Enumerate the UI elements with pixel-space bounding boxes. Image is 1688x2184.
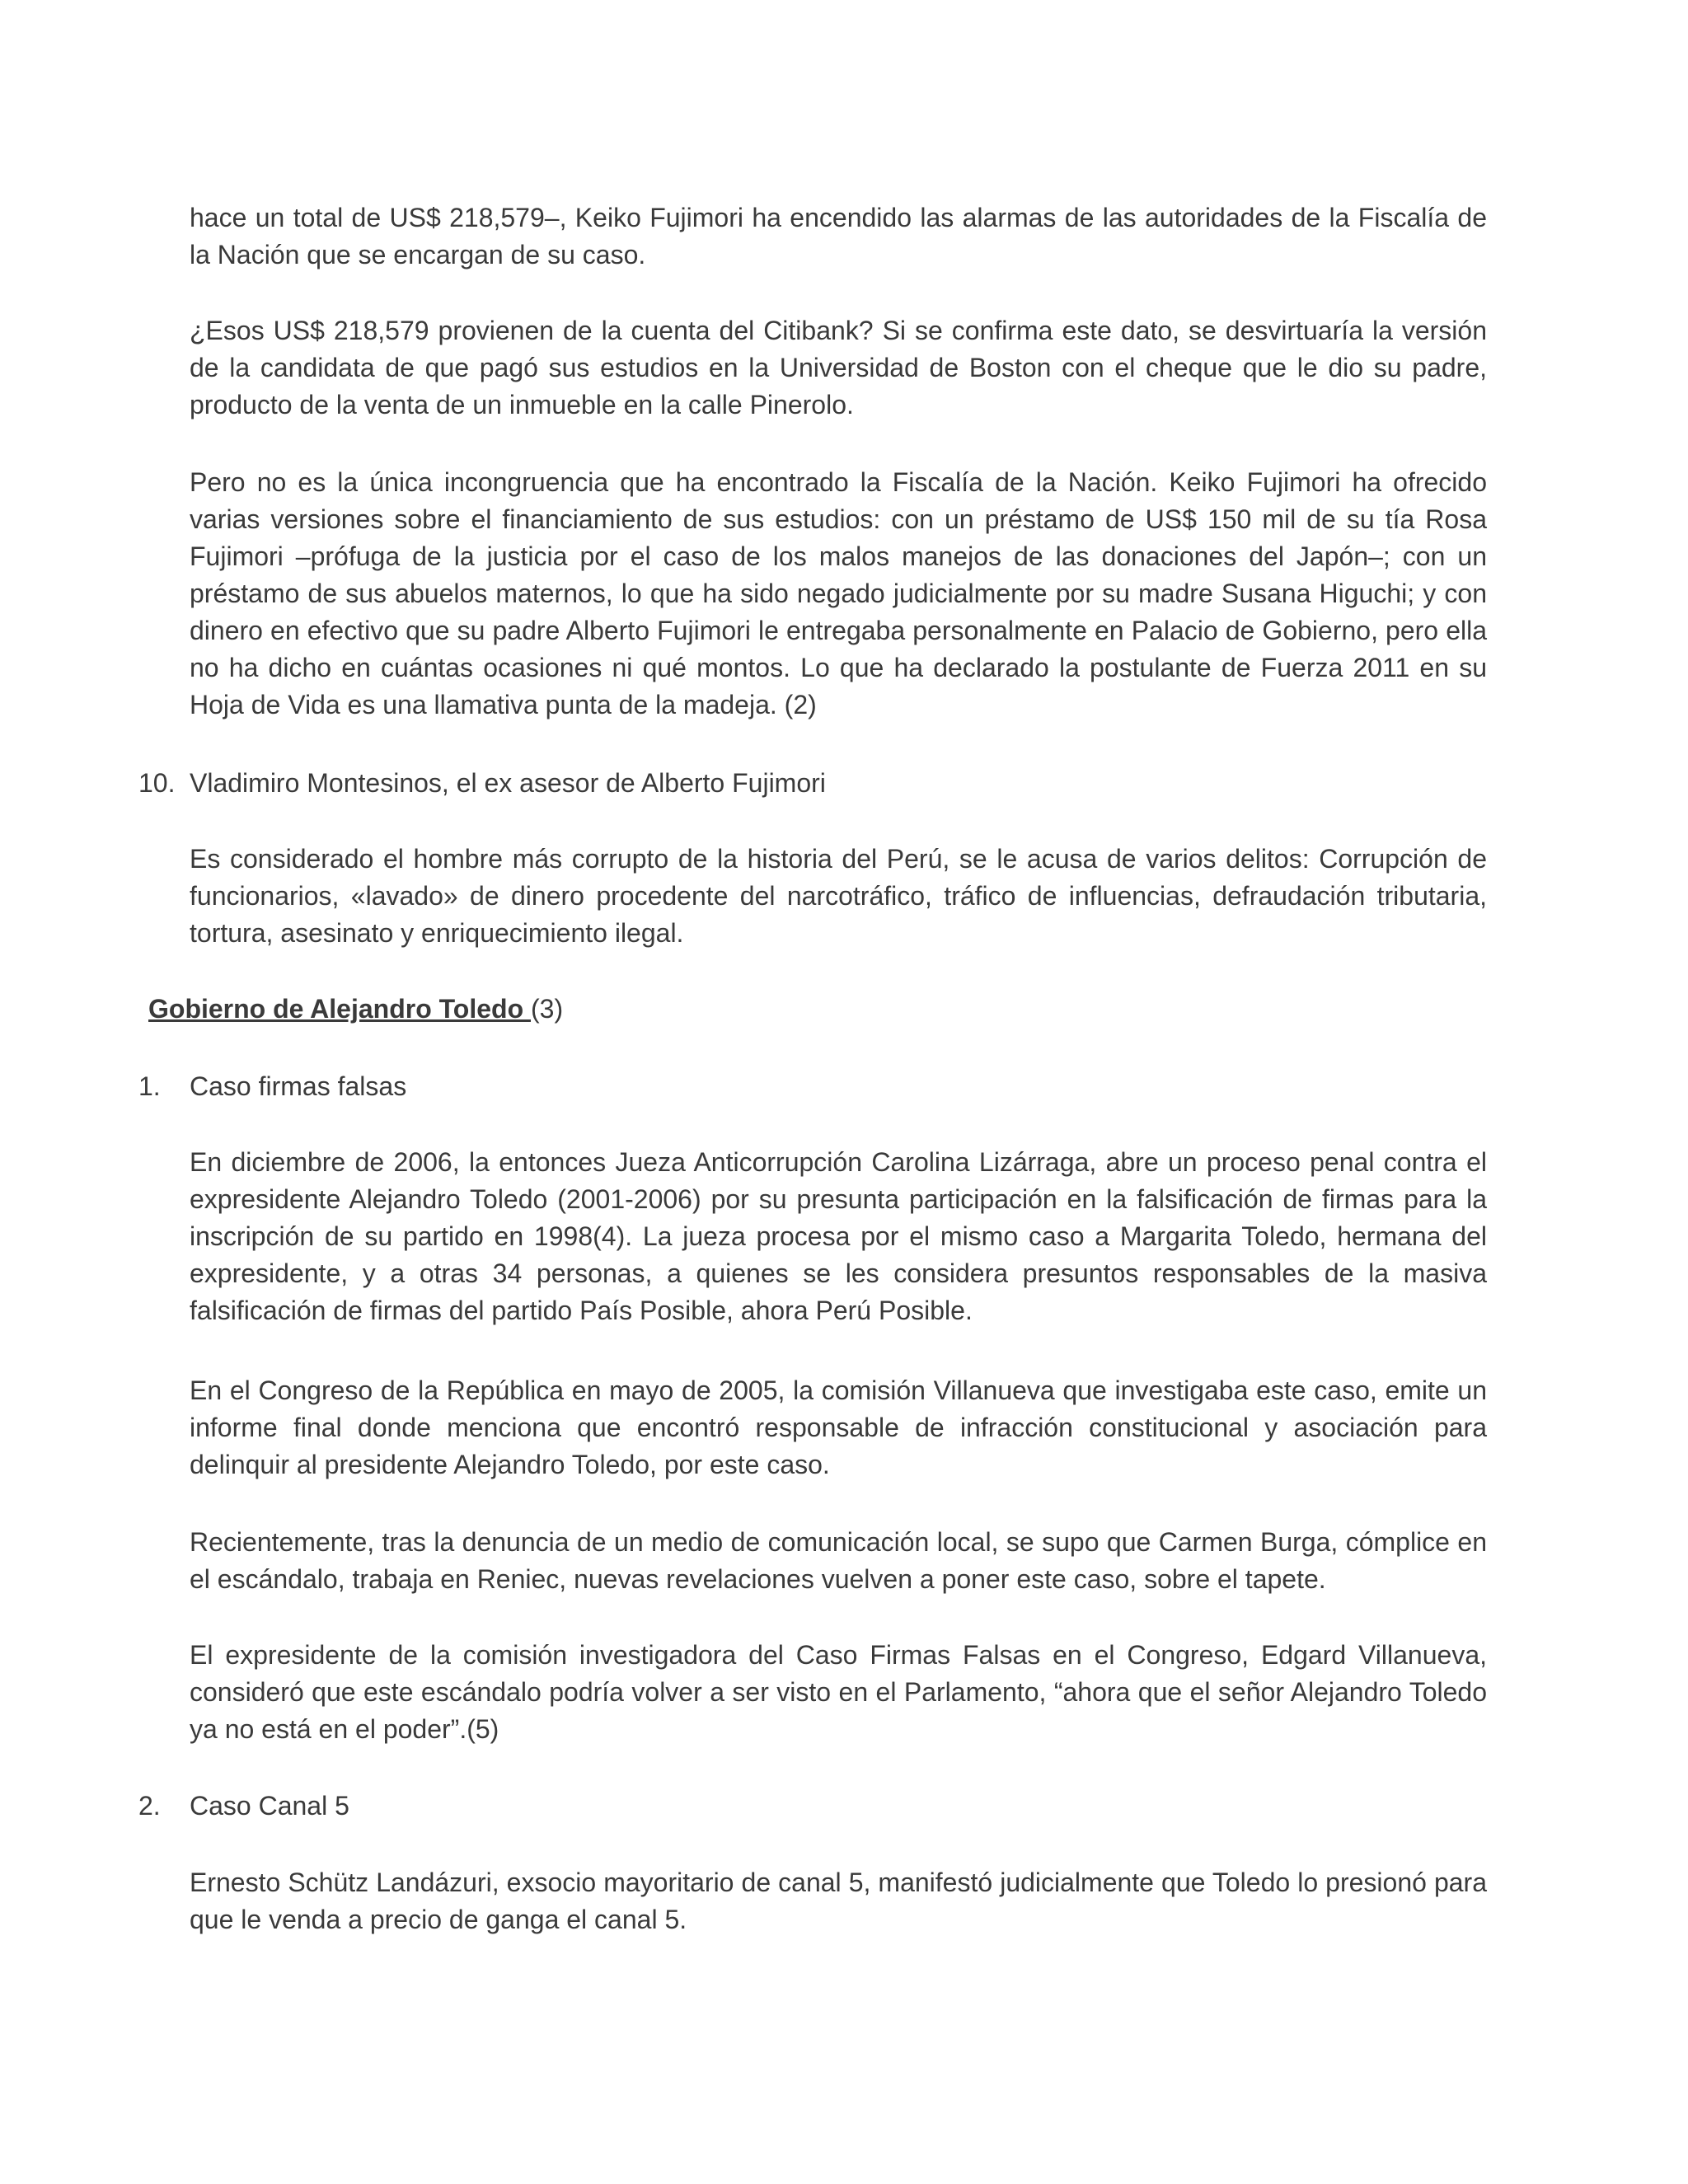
section-heading xyxy=(148,991,563,1028)
list-item-canal-5 xyxy=(138,1788,1487,1825)
paragraph-comision-villanueva: En el Congreso de la República en mayo de 2005, la comisión Villanueva que investigaba este caso, emite un informe final donde menciona que encontró responsable de infracción constitucional y asociación para delinquir al presidente Alejandro Toledo, por este caso. xyxy=(190,1376,1487,1479)
list-item-firmas-falsas xyxy=(138,1068,1487,1105)
paragraph-fiscalia-alarmas: hace un total de US$ 218,579–, Keiko Fujimori ha encendido las alarmas de las autoridades de la Fiscalía de la Nación que se encargan de su caso. xyxy=(190,203,1487,269)
list-item-title: Caso firmas falsas xyxy=(190,1071,407,1101)
paragraph-incongruencias: Pero no es la única incongruencia que ha encontrado la Fiscalía de la Nación. Keiko Fujimori ha ofrecido varias versiones sobre el financiamiento de sus estudios: con un préstamo de US$ 150 mil de su tía Rosa Fujimori –prófuga de la justicia por el caso de los malos manejos de las donaciones del Japón–; con un préstamo de sus abuelos maternos, lo que ha sido negado judicialmente por su madre Susana Higuchi; y con dinero en efectivo que su padre Alberto Fujimori le entregaba personalmente en Palacio de Gobierno, pero ella no ha dicho en cuántas ocasiones ni qué montos. Lo que ha declarado la postulante de Fuerza 2011 en su Hoja de Vida es una llamativa punta de la madeja. (2) xyxy=(190,467,1487,719)
paragraph-montesinos: Es considerado el hombre más corrupto de la historia del Perú, se le acusa de varios delitos: Corrupción de funcionarios, «lavado» de dinero procedente del narcotráfico, tráfico de influencias, defraudación tributaria, tortura, asesinato y enriquecimiento ilegal. xyxy=(190,844,1487,948)
paragraph-carmen-burga: Recientemente, tras la denuncia de un medio de comunicación local, se supo que Carmen Burga, cómplice en el escándalo, trabaja en Reniec, nuevas revelaciones vuelven a poner este caso, sobre el tapete. xyxy=(190,1527,1487,1594)
list-item-montesinos xyxy=(138,765,1487,802)
list-item-title: Caso Canal 5 xyxy=(190,1791,349,1821)
section-heading-title: Gobierno de Alejandro Toledo xyxy=(148,994,532,1024)
list-number: 10. xyxy=(138,768,176,798)
paragraph-jueza-lizarraga: En diciembre de 2006, la entonces Jueza Anticorrupción Carolina Lizárraga, abre un proceso penal contra el expresidente Alejandro Toledo (2001-2006) por su presunta participación en la falsificación de firmas para la inscripción de su partido en 1998(4). La jueza procesa por el mismo caso a Margarita Toledo, hermana del expresidente, y a otras 34 personas, a quienes se les considera presuntos responsables de la masiva falsificación de firmas del partido País Posible, ahora Perú Posible. xyxy=(190,1147,1487,1325)
paragraph-citibank-question: ¿Esos US$ 218,579 provienen de la cuenta del Citibank? Si se confirma este dato, se desvirtuaría la versión de la candidata de que pagó sus estudios en la Universidad de Boston con el cheque que le dio su padre, producto de la venta de un inmueble en la calle Pinerolo. xyxy=(190,316,1487,419)
list-number: 1. xyxy=(138,1071,161,1101)
list-number: 2. xyxy=(138,1791,161,1821)
section-heading-ref: (3) xyxy=(531,994,564,1024)
paragraph-edgard-villanueva: El expresidente de la comisión investigadora del Caso Firmas Falsas en el Congreso, Edgard Villanueva, consideró que este escándalo podría volver a ser visto en el Parlamento, “ahora que el señor Alejandro Toledo ya no está en el poder”.(5) xyxy=(190,1640,1487,1744)
list-item-title: Vladimiro Montesinos, el ex asesor de Alberto Fujimori xyxy=(190,768,826,798)
paragraph-schutz: Ernesto Schütz Landázuri, exsocio mayoritario de canal 5, manifestó judicialmente que Toledo lo presionó para que le venda a precio de ganga el canal 5. xyxy=(190,1868,1487,1934)
